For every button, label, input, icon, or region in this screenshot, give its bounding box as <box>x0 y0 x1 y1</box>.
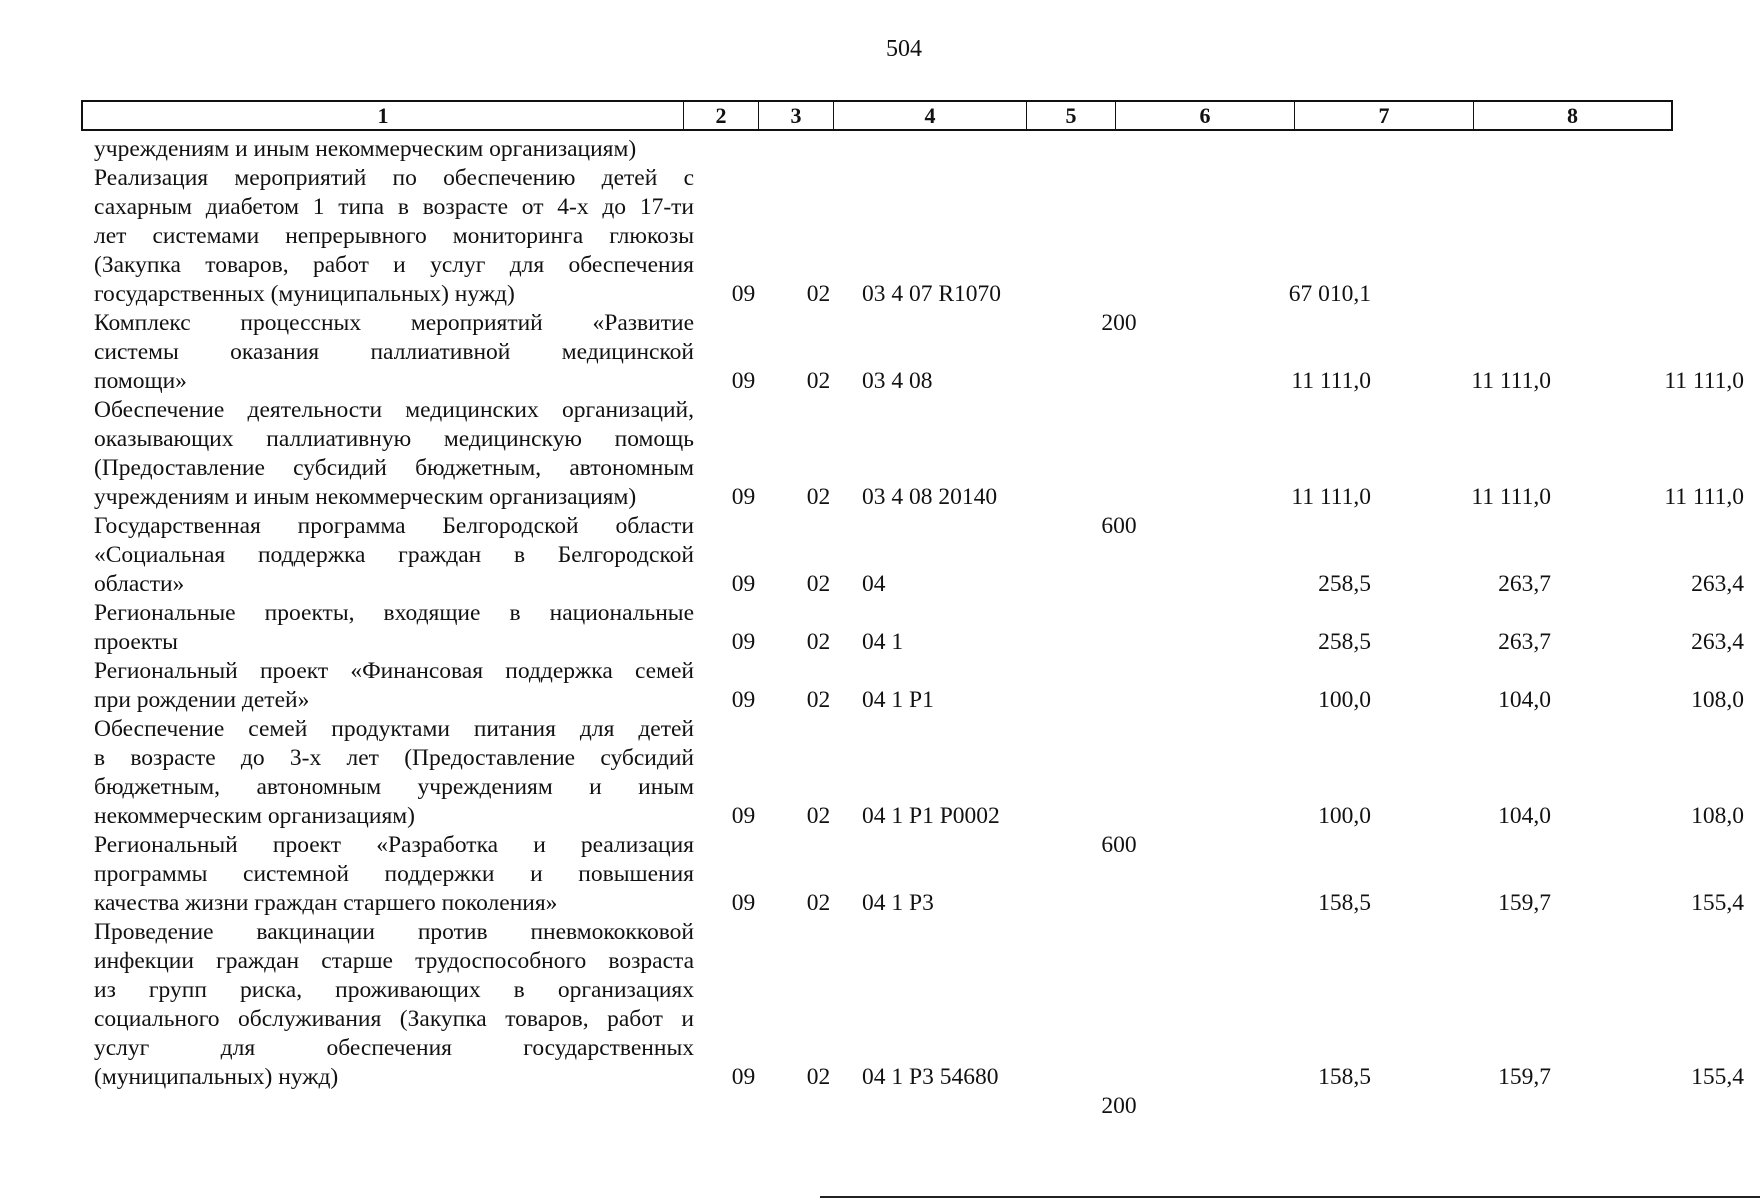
cell-col-8: 108,0 <box>1691 803 1744 829</box>
cell-col-2: 09 <box>731 571 756 597</box>
row-description <box>94 309 694 396</box>
cell-col-7: 263,7 <box>1498 571 1551 597</box>
description-line: при рождении детей» <box>94 687 310 713</box>
description-line: Проведение вакцинации против пневмококковой <box>94 919 694 945</box>
cell-col-2: 09 <box>731 484 756 510</box>
cell-col-3: 02 <box>806 629 831 655</box>
row-description <box>94 396 694 512</box>
cell-col-4: 04 1 P1 <box>862 687 934 713</box>
cell-col-5-value: 200 <box>1101 1093 1137 1119</box>
header-col-5: 5 <box>1027 102 1116 129</box>
cell-col-7: 104,0 <box>1498 803 1551 829</box>
cell-col-6: 100,0 <box>1318 803 1371 829</box>
cell-col-5-value: 600 <box>1101 832 1137 858</box>
cell-col-8: 263,4 <box>1691 629 1744 655</box>
cell-col-4: 04 <box>862 571 886 597</box>
cell-col-4: 04 1 P3 <box>862 890 934 916</box>
description-line: бюджетным, автономным учреждениям и иным <box>94 774 694 800</box>
cell-col-7: 159,7 <box>1498 1064 1551 1090</box>
row-description <box>94 599 694 657</box>
description-line: социального обслуживания (Закупка товаров, работ и <box>94 1006 694 1032</box>
cell-col-2: 09 <box>731 687 756 713</box>
cell-col-4: 04 1 P1 P0002 <box>862 803 1000 829</box>
cell-col-3: 02 <box>806 571 831 597</box>
description-line: Региональный проект «Разработка и реализация <box>94 832 694 858</box>
cell-col-6: 100,0 <box>1318 687 1371 713</box>
description-line: области» <box>94 571 185 597</box>
description-line: Комплекс процессных мероприятий «Развитие <box>94 310 694 336</box>
cell-col-6: 158,5 <box>1318 1064 1371 1090</box>
cell-col-6: 258,5 <box>1318 571 1371 597</box>
row-description <box>94 135 694 164</box>
description-line: инфекции граждан старше трудоспособного возраста <box>94 948 694 974</box>
description-line: лет системами непрерывного мониторинга глюкозы <box>94 223 694 249</box>
cell-col-4: 04 1 <box>862 629 904 655</box>
description-line: «Социальная поддержка граждан в Белгородской <box>94 542 694 568</box>
cell-col-4: 03 4 08 <box>862 368 933 394</box>
description-line: программы системной поддержки и повышения <box>94 861 694 887</box>
cell-col-4: 03 4 07 R1070 <box>862 281 1002 307</box>
header-col-3: 3 <box>759 102 834 129</box>
cell-col-8: 155,4 <box>1691 890 1744 916</box>
cell-col-6: 67 010,1 <box>1288 281 1371 307</box>
description-line: (Закупка товаров, работ и услуг для обеспечения <box>94 252 694 278</box>
header-col-8: 8 <box>1567 103 1578 128</box>
cell-col-4: 03 4 08 20140 <box>862 484 998 510</box>
description-line: Региональный проект «Финансовая поддержка семей <box>94 658 694 684</box>
cell-col-8: 108,0 <box>1691 687 1744 713</box>
description-line: в возрасте до 3-х лет (Предоставление субсидий <box>94 745 694 771</box>
cell-col-5-value: 600 <box>1101 513 1137 539</box>
cell-col-7: 263,7 <box>1498 629 1551 655</box>
row-description <box>94 831 694 918</box>
row-description <box>94 164 694 309</box>
description-line: государственных (муниципальных) нужд) <box>94 281 515 307</box>
row-description <box>94 918 694 1092</box>
table-row <box>81 512 1744 599</box>
cell-col-2: 09 <box>731 890 756 916</box>
description-line: проекты <box>94 629 178 655</box>
row-description <box>94 657 694 715</box>
table-header <box>81 100 1673 131</box>
table-row <box>81 831 1744 918</box>
description-line: некоммерческим организациям) <box>94 803 415 829</box>
cell-col-4: 04 1 P3 54680 <box>862 1064 999 1090</box>
description-line: услуг для обеспечения государственных <box>94 1035 694 1061</box>
description-line: Обеспечение семей продуктами питания для детей <box>94 716 694 742</box>
description-line: Региональные проекты, входящие в национальные <box>94 600 694 626</box>
table-row <box>81 599 1744 657</box>
cell-col-6: 11 111,0 <box>1291 368 1371 394</box>
description-line: Государственная программа Белгородской области <box>94 513 694 539</box>
cell-col-6: 258,5 <box>1318 629 1371 655</box>
cell-col-3: 02 <box>806 1064 831 1090</box>
cell-col-2: 09 <box>731 629 756 655</box>
description-line: учреждениям и иным некоммерческим организациям) <box>94 484 637 510</box>
description-line: учреждениям и иным некоммерческим организациям) <box>94 136 637 162</box>
description-line: Обеспечение деятельности медицинских организаций, <box>94 397 694 423</box>
cell-col-3: 02 <box>806 687 831 713</box>
cell-col-3: 02 <box>806 368 831 394</box>
bottom-rule <box>820 1196 1760 1198</box>
cell-col-3: 02 <box>806 890 831 916</box>
table-body <box>81 135 1744 1119</box>
description-line: оказывающих паллиативную медицинскую помощь <box>94 426 694 452</box>
cell-col-8: 155,4 <box>1691 1064 1744 1090</box>
cell-col-8: 11 111,0 <box>1664 368 1744 394</box>
cell-col-5-value: 200 <box>1101 310 1137 336</box>
description-line: сахарным диабетом 1 типа в возрасте от 4-х до 17-ти <box>94 194 694 220</box>
cell-col-7: 11 111,0 <box>1471 368 1551 394</box>
cell-col-3: 02 <box>806 484 831 510</box>
header-col-1: 1 <box>83 102 684 129</box>
header-col-4: 4 <box>834 102 1027 129</box>
page-number: 504 <box>886 36 922 62</box>
description-line: из групп риска, проживающих в организациях <box>94 977 694 1003</box>
description-line: (муниципальных) нужд) <box>94 1064 339 1090</box>
row-description <box>94 715 694 831</box>
cell-col-7: 159,7 <box>1498 890 1551 916</box>
table-row <box>81 918 1744 1119</box>
table-row <box>81 309 1744 396</box>
cell-col-3: 02 <box>806 803 831 829</box>
table-row <box>81 657 1744 715</box>
cell-col-6: 158,5 <box>1318 890 1371 916</box>
header-col-7: 7 <box>1295 102 1474 129</box>
description-line: Реализация мероприятий по обеспечению детей с <box>94 165 694 191</box>
cell-col-2: 09 <box>731 368 756 394</box>
cell-col-6: 11 111,0 <box>1291 484 1371 510</box>
description-line: качества жизни граждан старшего поколения» <box>94 890 558 916</box>
table-row <box>81 135 1673 164</box>
cell-col-8: 11 111,0 <box>1664 484 1744 510</box>
cell-col-7: 11 111,0 <box>1471 484 1551 510</box>
description-line: системы оказания паллиативной медицинской <box>94 339 694 365</box>
cell-col-3: 02 <box>806 281 831 307</box>
header-col-2: 2 <box>684 102 759 129</box>
header-col-6: 6 <box>1116 102 1295 129</box>
cell-col-8: 263,4 <box>1691 571 1744 597</box>
description-line: помощи» <box>94 368 187 394</box>
description-line: (Предоставление субсидий бюджетным, автономным <box>94 455 694 481</box>
cell-col-2: 09 <box>731 1064 756 1090</box>
cell-col-2: 09 <box>731 281 756 307</box>
row-description <box>94 512 694 599</box>
cell-col-2: 09 <box>731 803 756 829</box>
cell-col-7: 104,0 <box>1498 687 1551 713</box>
